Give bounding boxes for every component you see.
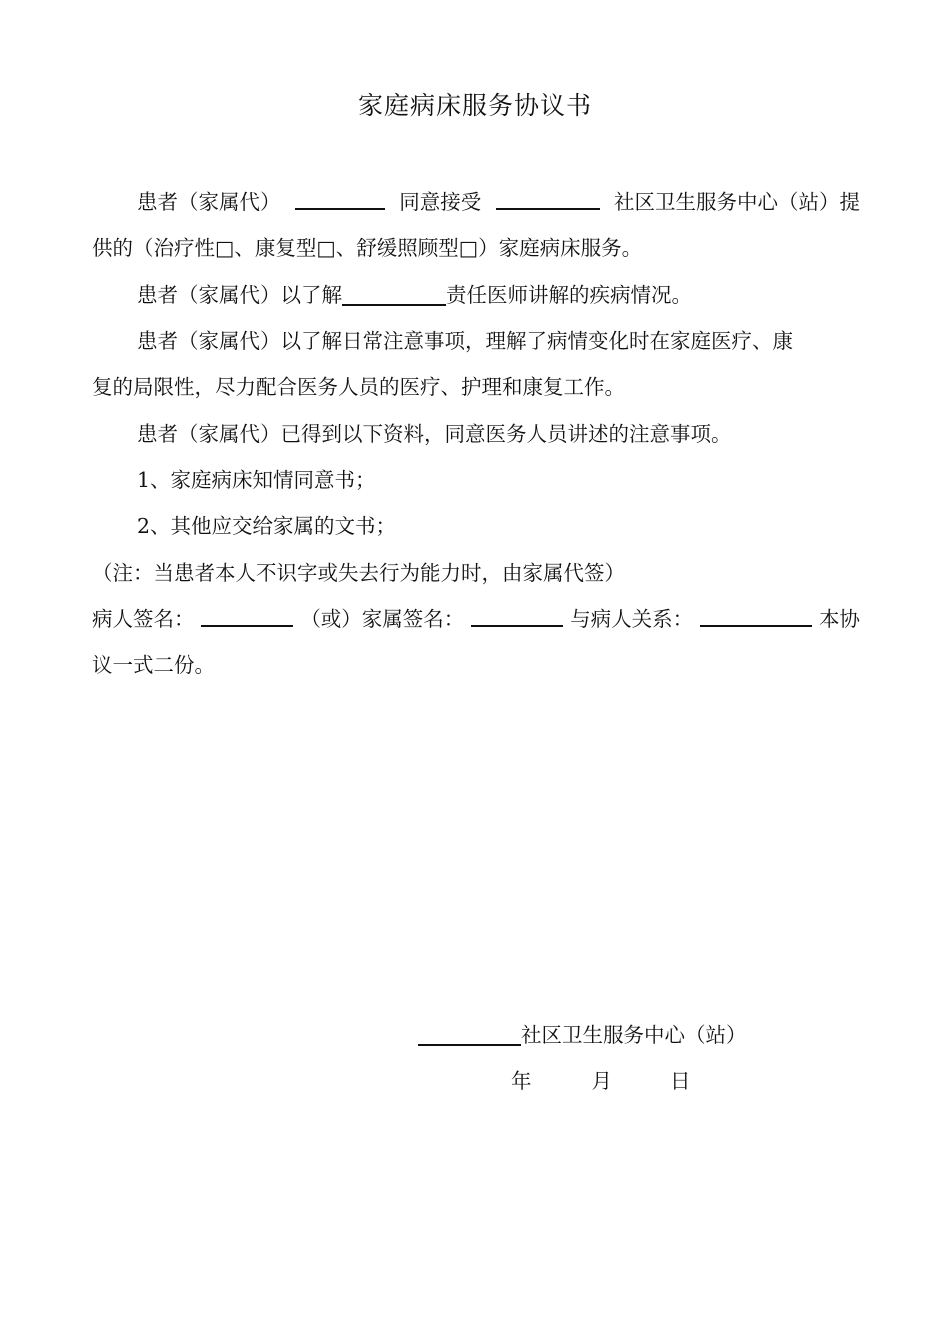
- paragraph-consent-line2: 供的（治疗性□、康复型□、舒缓照顾型□）家庭病床服务。: [92, 236, 643, 260]
- blank-footer-center[interactable]: [418, 1022, 521, 1046]
- paragraph-materials: 患者（家属代）已得到以下资料，同意医务人员讲述的注意事项。: [137, 422, 732, 446]
- date-day-label: 日: [670, 1069, 691, 1093]
- label-family-signature: （或）家属签名：: [300, 607, 465, 631]
- text-center-provide: 社区卫生服务中心（站）提: [614, 190, 860, 214]
- label-relationship: 与病人关系：: [570, 607, 694, 631]
- list-item-other-documents: 2、其他应交给家属的文书；: [137, 514, 397, 538]
- text-agreement-tail: 本协: [818, 607, 860, 631]
- text-patient-family: 患者（家属代）: [137, 190, 281, 214]
- footer-date: [511, 1065, 691, 1097]
- paragraph-precautions-line1: 患者（家属代）以了解日常注意事项，理解了病情变化时在家庭医疗、康: [137, 329, 793, 353]
- blank-center-name[interactable]: [496, 186, 600, 210]
- text-doctor-explained: 责任医师讲解的疾病情况。: [446, 283, 692, 307]
- date-month-label: 月: [591, 1069, 612, 1093]
- text-agree-accept: 同意接受: [399, 190, 482, 214]
- blank-patient-signature[interactable]: [201, 603, 293, 627]
- date-year-label: 年: [511, 1069, 532, 1093]
- note-text: （注：当患者本人不识字或失去行为能力时，由家属代签）: [92, 561, 625, 585]
- paragraph-understanding: [137, 279, 860, 311]
- text-understood: 患者（家属代）以了解: [137, 283, 342, 307]
- document-title: 家庭病床服务协议书: [357, 91, 592, 120]
- blank-relationship[interactable]: [700, 603, 812, 627]
- footer-org-text: 社区卫生服务中心（站）: [521, 1023, 747, 1047]
- blank-patient-name[interactable]: [295, 186, 385, 210]
- blank-doctor-name[interactable]: [342, 282, 446, 306]
- paragraph-consent-line1: [137, 186, 860, 218]
- paragraph-precautions-line2: 复的局限性，尽力配合医务人员的医疗、护理和康复工作。: [92, 375, 625, 399]
- label-patient-signature: 病人签名：: [92, 607, 195, 631]
- signature-line-continuation: 议一式二份。: [92, 653, 215, 677]
- footer-organization: [418, 1019, 747, 1051]
- signature-line: [92, 603, 860, 635]
- blank-family-signature[interactable]: [471, 603, 563, 627]
- list-item-consent-form: 1、家庭病床知情同意书；: [137, 468, 376, 492]
